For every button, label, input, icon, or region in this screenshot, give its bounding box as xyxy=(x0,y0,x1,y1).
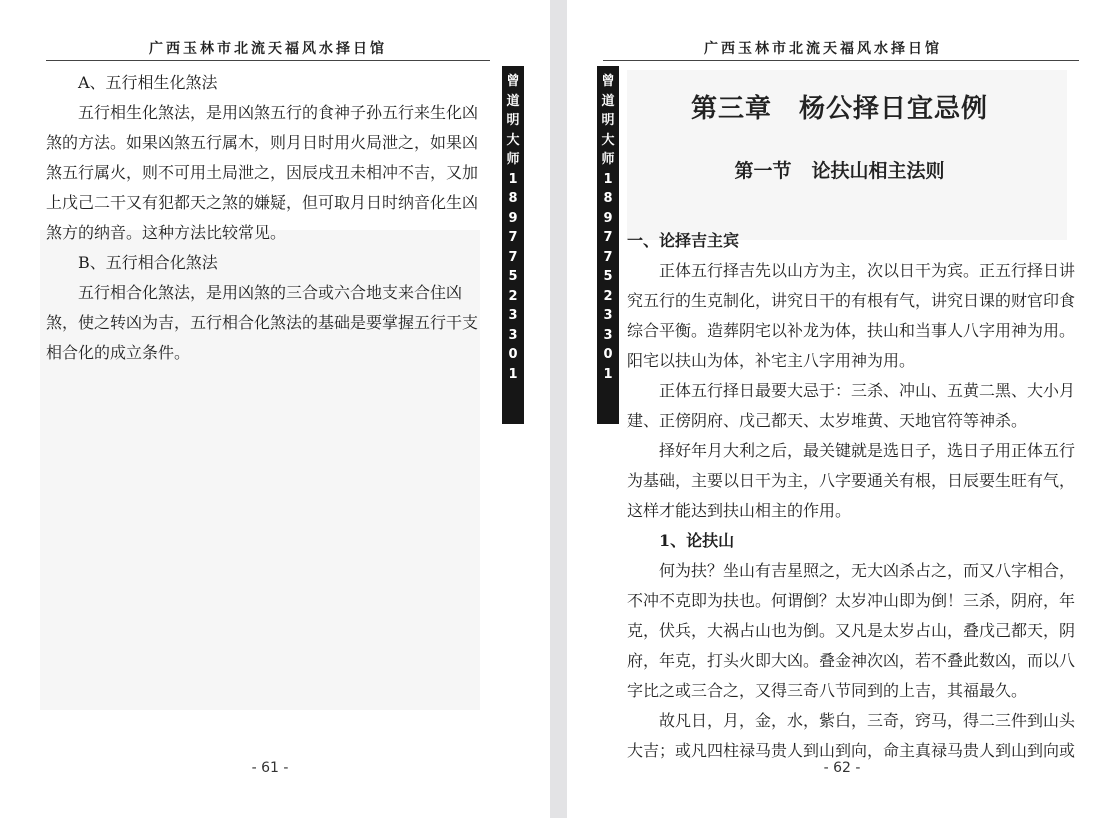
header-rule xyxy=(603,60,1079,61)
tab-char: 1 xyxy=(603,171,613,187)
tab-char: 8 xyxy=(603,191,613,206)
tab-char: 道 xyxy=(506,93,520,109)
header-rule xyxy=(46,60,490,61)
sub-heading: 一、论择吉主宾 xyxy=(627,231,740,250)
tab-char: 明 xyxy=(506,113,520,128)
side-tab-left xyxy=(502,66,524,424)
tab-char: 3 xyxy=(603,308,613,323)
tab-char: 5 xyxy=(508,269,518,284)
tab-char: 曾 xyxy=(601,74,615,89)
page-number: - 61 - xyxy=(251,760,289,776)
paragraph: 五行相合化煞法，是用凶煞的三合或六合地支来合住凶煞，使之转凶为吉，五行相合化煞法的基础是要掌握五行干支相合化的成立条件。 xyxy=(46,283,479,362)
paragraph: 五行相生化煞法，是用凶煞五行的食神子孙五行来生化凶煞的方法。如果凶煞五行属木，则月日时用火局泄之，如果凶煞五行属火，则不可用土局泄之，因辰戌丑未相冲不吉，又加上戊己二干又有犯都天之煞的嫌疑，但可取月日时纳音化生凶煞方的纳音。这种方法比较常见。 xyxy=(46,103,479,242)
section-title xyxy=(567,156,1112,183)
tab-char: 曾 xyxy=(506,74,520,89)
paragraph: 正体五行择吉先以山方为主，次以日干为宾。正五行择日讲究五行的生克制化，讲究日干的有根有气，讲究日课的财官印食综合平衡。造葬阴宅以补龙为体，扶山和当事人八字用神为用。阳宅以扶山为体，补宅主八字用神为用。 xyxy=(627,261,1076,370)
tab-char: 0 xyxy=(508,347,518,362)
tab-char: 3 xyxy=(603,327,613,343)
tab-char: 7 xyxy=(508,249,518,265)
tab-char: 1 xyxy=(508,171,518,187)
tab-char: 明 xyxy=(601,113,615,128)
tab-char: 1 xyxy=(603,366,613,382)
tab-char: 9 xyxy=(603,210,613,226)
tab-char: 3 xyxy=(508,308,518,323)
tab-char: 9 xyxy=(508,210,518,226)
tab-char: 7 xyxy=(603,230,613,245)
tab-char: 师 xyxy=(601,152,615,167)
tab-char: 3 xyxy=(508,327,518,343)
side-tab-right xyxy=(597,66,619,424)
tab-char: 7 xyxy=(508,230,518,245)
page-number: - 62 - xyxy=(823,760,861,776)
section-name: 论扶山相主法则 xyxy=(811,160,945,182)
book-gutter xyxy=(550,0,567,818)
tab-char: 2 xyxy=(508,288,518,304)
tab-char: 0 xyxy=(603,347,613,362)
tab-char: 大 xyxy=(601,132,615,148)
paragraph: 故凡日，月，金，水，紫白，三奇，窍马，得二三件到山头大吉；或凡四柱禄马贵人到山到向，命主真禄马贵人到山到向或 xyxy=(627,711,1076,760)
heading-b: B、五行相合化煞法 xyxy=(78,253,218,272)
body-text xyxy=(46,68,492,368)
section-label: 第一节 xyxy=(734,160,792,182)
tab-char: 2 xyxy=(603,288,613,304)
running-header: 广西玉林市北流天福风水择日馆 xyxy=(704,41,942,57)
body-text xyxy=(627,226,1082,766)
heading-a: A、五行相生化煞法 xyxy=(78,73,218,92)
page-right xyxy=(567,0,1112,818)
paragraph: 何为扶？坐山有吉星照之，无大凶杀占之，而又八字相合，不冲不克即为扶也。何谓倒？太岁冲山即为倒！三杀，阴府，年克，伏兵，大祸占山也为倒。又凡是太岁占山，叠戊己都天，阴府，年克，打头火即大凶。叠金神次凶，若不叠此数凶，而以八字比之或三合之，又得三奇八节同到的上吉，其福最久。 xyxy=(627,561,1076,700)
running-header: 广西玉林市北流天福风水择日馆 xyxy=(149,41,387,57)
tab-char: 师 xyxy=(506,152,520,167)
paragraph: 正体五行择日最要大忌于：三杀、冲山、五黄二黑、大小月建、正傍阴府、戊己都天、太岁堆黄、天地官符等神杀。 xyxy=(627,381,1076,430)
tab-char: 道 xyxy=(601,93,615,109)
tab-char: 1 xyxy=(508,366,518,382)
paragraph: 择好年月大利之后，最关键就是选日子，选日子用正体五行为基础，主要以日干为主，八字要通关有根，日辰要生旺有气，这样才能达到扶山相主的作用。 xyxy=(627,441,1076,520)
tab-char: 7 xyxy=(603,249,613,265)
sub-heading: 1、论扶山 xyxy=(659,531,735,550)
chapter-title: 第三章 杨公择日宜忌例 xyxy=(690,94,988,124)
tab-char: 8 xyxy=(508,191,518,206)
tab-char: 大 xyxy=(506,132,520,148)
tab-char: 5 xyxy=(603,269,613,284)
page-left xyxy=(0,0,550,818)
